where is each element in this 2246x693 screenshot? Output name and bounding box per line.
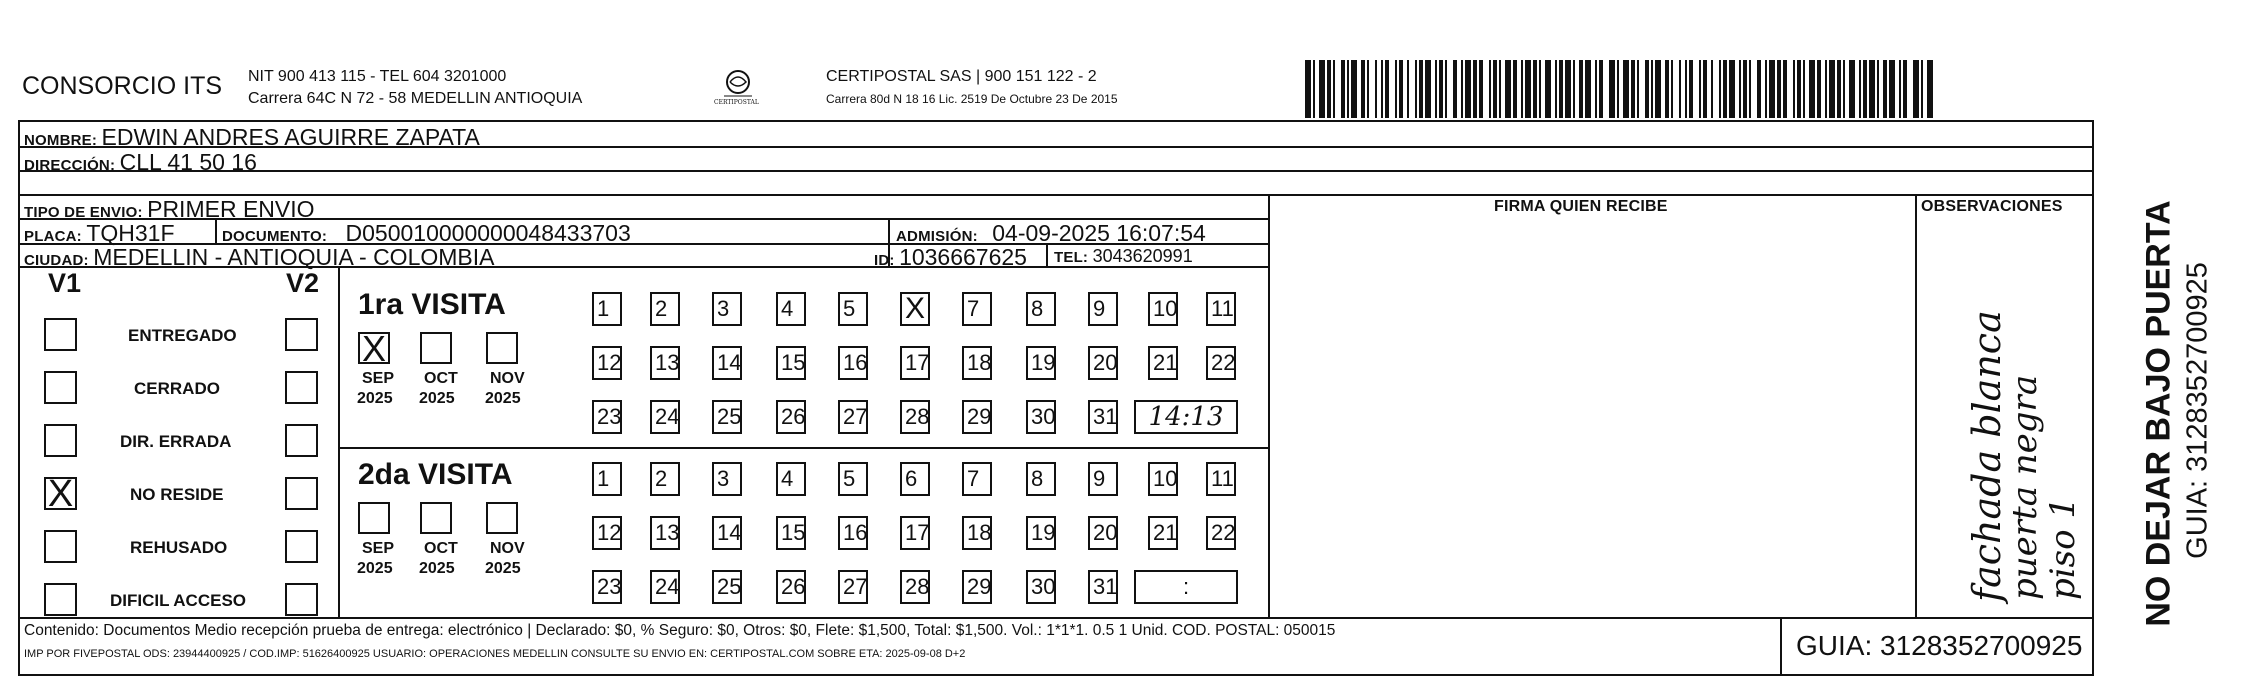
ciudad-value: MEDELLIN - ANTIOQUIA - COLOMBIA xyxy=(93,244,495,270)
first-month-label-2: NOV xyxy=(490,370,525,387)
second-day-13[interactable]: 13 xyxy=(650,516,680,550)
first-day-13[interactable]: 13 xyxy=(650,346,680,380)
barcode xyxy=(1305,60,1937,118)
second-day-24[interactable]: 24 xyxy=(650,570,680,604)
observaciones-handwritten xyxy=(1925,230,2085,610)
second-month-checkbox-2[interactable] xyxy=(486,502,518,534)
second-day-18[interactable]: 18 xyxy=(962,516,992,550)
second-day-25[interactable]: 25 xyxy=(712,570,742,604)
second-day-8[interactable]: 8 xyxy=(1026,462,1056,496)
second-day-26[interactable]: 26 xyxy=(776,570,806,604)
first-day-20[interactable]: 20 xyxy=(1088,346,1118,380)
first-time-box[interactable]: 14:13 xyxy=(1134,400,1238,434)
tipo-envio-label: TIPO DE ENVIO: xyxy=(24,204,143,221)
carrier-info-line1: CERTIPOSTAL SAS | 900 151 122 - 2 xyxy=(826,68,1097,85)
company-info-line1: NIT 900 413 115 - TEL 604 3201000 xyxy=(248,68,507,85)
direccion-value: CLL 41 50 16 xyxy=(119,149,257,175)
second-day-30[interactable]: 30 xyxy=(1026,570,1056,604)
second-month-label-0: SEP xyxy=(362,540,395,557)
first-year-label-2: 2025 xyxy=(485,390,521,407)
second-day-7[interactable]: 7 xyxy=(962,462,992,496)
second-day-11[interactable]: 11 xyxy=(1206,462,1236,496)
v2-checkbox-0[interactable] xyxy=(285,318,318,351)
second-day-21[interactable]: 21 xyxy=(1148,516,1178,550)
second-day-29[interactable]: 29 xyxy=(962,570,992,604)
first-year-label-1: 2025 xyxy=(419,390,455,407)
certipostal-logo xyxy=(706,68,770,114)
second-day-9[interactable]: 9 xyxy=(1088,462,1118,496)
second-year-label-0: 2025 xyxy=(357,560,393,577)
second-day-23[interactable]: 23 xyxy=(592,570,622,604)
first-month-checkbox-1[interactable] xyxy=(420,332,452,364)
second-day-14[interactable]: 14 xyxy=(712,516,742,550)
v2-checkbox-3[interactable] xyxy=(285,477,318,510)
observation-line-2: puerta negra xyxy=(2005,374,2045,600)
second-day-16[interactable]: 16 xyxy=(838,516,868,550)
admision-field xyxy=(896,220,1206,247)
company-info-line2: Carrera 64C N 72 - 58 MEDELLIN ANTIOQUIA xyxy=(248,90,583,107)
footer-details-line2: IMP POR FIVEPOSTAL ODS: 23944400925 / COD.IMP: 51626400925 USUARIO: OPERACIONES MEDELLIN CONSULTE SU ENVIO EN: CERTIPOSTAL.COM SOBRE ETA: 2025-09-08 D+2 xyxy=(24,648,966,660)
id-field xyxy=(874,244,1027,271)
first-year-label-0: 2025 xyxy=(357,390,393,407)
nombre-field xyxy=(24,124,480,151)
second-day-19[interactable]: 19 xyxy=(1026,516,1056,550)
first-month-checkbox-2[interactable] xyxy=(486,332,518,364)
firma-label: FIRMA QUIEN RECIBE xyxy=(1494,198,1668,215)
v2-header: V2 xyxy=(286,268,320,298)
first-day-31[interactable]: 31 xyxy=(1088,400,1118,434)
second-month-label-2: NOV xyxy=(490,540,525,557)
first-day-14[interactable]: 14 xyxy=(712,346,742,380)
observation-line-3: piso 1 xyxy=(2043,497,2083,600)
v2-checkbox-4[interactable] xyxy=(285,530,318,563)
tel-label: TEL: xyxy=(1054,249,1089,266)
first-day-10[interactable]: 10 xyxy=(1148,292,1178,326)
documento-field xyxy=(222,220,631,247)
second-visit-title: 2da VISITA xyxy=(358,458,513,491)
first-month-label-1: OCT xyxy=(424,370,458,387)
second-month-checkbox-0[interactable] xyxy=(358,502,390,534)
nombre-value: EDWIN ANDRES AGUIRRE ZAPATA xyxy=(101,124,480,150)
first-day-2[interactable]: 2 xyxy=(650,292,680,326)
ciudad-field xyxy=(24,244,495,271)
nombre-label: NOMBRE: xyxy=(24,132,98,149)
first-day-1[interactable]: 1 xyxy=(592,292,622,326)
first-day-28[interactable]: 28 xyxy=(900,400,930,434)
documento-value: D050010000000048433703 xyxy=(345,220,631,246)
id-label: ID: xyxy=(874,252,895,269)
status-reason-5: DIFICIL ACCESO xyxy=(110,591,247,610)
v2-checkbox-2[interactable] xyxy=(285,424,318,457)
second-day-22[interactable]: 22 xyxy=(1206,516,1236,550)
tipo-envio-value: PRIMER ENVIO xyxy=(147,196,315,222)
first-day-11[interactable]: 11 xyxy=(1206,292,1236,326)
footer-guia: GUIA: 3128352700925 xyxy=(1796,630,2083,661)
status-reason-4: REHUSADO xyxy=(130,538,228,557)
second-month-checkbox-1[interactable] xyxy=(420,502,452,534)
status-reason-3: NO RESIDE xyxy=(130,485,224,504)
tel-field xyxy=(1054,246,1193,267)
v1-header: V1 xyxy=(48,268,82,298)
logo-text: CERTIPOSTAL xyxy=(714,99,759,106)
footer-details-line1: Contenido: Documentos Medio recepción prueba de entrega: electrónico | Declarado: $0, % Seguro: $0, Otros: $0, Flete: $1,500, Total: $1,500. Vol.: 1*1*1. 0.5 1 Unid. COD. POSTAL: 050015 xyxy=(24,622,1336,639)
first-day-25[interactable]: 25 xyxy=(712,400,742,434)
tipo-envio-field xyxy=(24,196,315,223)
first-day-27[interactable]: 27 xyxy=(838,400,868,434)
second-month-label-1: OCT xyxy=(424,540,458,557)
second-day-31[interactable]: 31 xyxy=(1088,570,1118,604)
status-reason-2: DIR. ERRADA xyxy=(120,432,232,451)
second-day-12[interactable]: 12 xyxy=(592,516,622,550)
first-month-label-0: SEP xyxy=(362,370,395,387)
v2-checkbox-1[interactable] xyxy=(285,371,318,404)
observaciones-label: OBSERVACIONES xyxy=(1921,198,2063,215)
direccion-field xyxy=(24,149,257,176)
second-day-28[interactable]: 28 xyxy=(900,570,930,604)
tel-value: 3043620991 xyxy=(1092,246,1193,266)
second-day-2[interactable]: 2 xyxy=(650,462,680,496)
admision-value: 04-09-2025 16:07:54 xyxy=(992,220,1206,246)
v1-checkbox-1[interactable] xyxy=(44,371,77,404)
no-dejar-bajo-puerta-warning: NO DEJAR BAJO PUERTA xyxy=(2139,200,2178,627)
logo-emblem-icon xyxy=(706,68,770,114)
second-day-3[interactable]: 3 xyxy=(712,462,742,496)
id-value: 1036667625 xyxy=(899,244,1027,270)
first-day-23[interactable]: 23 xyxy=(592,400,622,434)
first-day-15[interactable]: 15 xyxy=(776,346,806,380)
first-day-9[interactable]: 9 xyxy=(1088,292,1118,326)
second-day-1[interactable]: 1 xyxy=(592,462,622,496)
carrier-info-line2: Carrera 80d N 18 16 Lic. 2519 De Octubre 23 De 2015 xyxy=(826,92,1118,106)
first-day-6[interactable]: X xyxy=(900,292,930,326)
company-name: CONSORCIO ITS xyxy=(22,72,223,100)
v1-checkbox-4[interactable] xyxy=(44,530,77,563)
v1-checkbox-5[interactable] xyxy=(44,583,77,616)
second-day-5[interactable]: 5 xyxy=(838,462,868,496)
second-day-27[interactable]: 27 xyxy=(838,570,868,604)
status-reason-0: ENTREGADO xyxy=(128,326,237,345)
first-day-8[interactable]: 8 xyxy=(1026,292,1056,326)
v1-checkbox-2[interactable] xyxy=(44,424,77,457)
second-day-6[interactable]: 6 xyxy=(900,462,930,496)
first-day-7[interactable]: 7 xyxy=(962,292,992,326)
first-day-17[interactable]: 17 xyxy=(900,346,930,380)
first-day-12[interactable]: 12 xyxy=(592,346,622,380)
first-day-16[interactable]: 16 xyxy=(838,346,868,380)
first-day-5[interactable]: 5 xyxy=(838,292,868,326)
first-day-29[interactable]: 29 xyxy=(962,400,992,434)
placa-field xyxy=(24,220,175,247)
first-day-30[interactable]: 30 xyxy=(1026,400,1056,434)
first-visit-title: 1ra VISITA xyxy=(358,288,506,321)
second-time-box[interactable]: : xyxy=(1134,570,1238,604)
status-reason-1: CERRADO xyxy=(134,379,220,398)
documento-label: DOCUMENTO: xyxy=(222,228,328,245)
ciudad-label: CIUDAD: xyxy=(24,252,89,269)
second-day-15[interactable]: 15 xyxy=(776,516,806,550)
v2-checkbox-5[interactable] xyxy=(285,583,318,616)
second-year-label-2: 2025 xyxy=(485,560,521,577)
second-day-20[interactable]: 20 xyxy=(1088,516,1118,550)
observation-line-1: fachada blanca xyxy=(1965,310,2009,602)
second-year-label-1: 2025 xyxy=(419,560,455,577)
placa-value: TQH31F xyxy=(86,220,175,246)
first-day-24[interactable]: 24 xyxy=(650,400,680,434)
v1-checkbox-0[interactable] xyxy=(44,318,77,351)
second-day-10[interactable]: 10 xyxy=(1148,462,1178,496)
v1-checkbox-3[interactable]: X xyxy=(44,477,77,510)
first-month-checkbox-0[interactable]: X xyxy=(358,332,390,364)
first-day-26[interactable]: 26 xyxy=(776,400,806,434)
placa-label: PLACA: xyxy=(24,228,82,245)
admision-label: ADMISIÓN: xyxy=(896,228,978,245)
second-day-4[interactable]: 4 xyxy=(776,462,806,496)
first-day-19[interactable]: 19 xyxy=(1026,346,1056,380)
side-guia: GUIA: 3128352700925 xyxy=(2181,262,2214,559)
first-day-3[interactable]: 3 xyxy=(712,292,742,326)
direccion-label: DIRECCIÓN: xyxy=(24,157,116,174)
second-day-17[interactable]: 17 xyxy=(900,516,930,550)
first-day-4[interactable]: 4 xyxy=(776,292,806,326)
first-day-22[interactable]: 22 xyxy=(1206,346,1236,380)
first-day-21[interactable]: 21 xyxy=(1148,346,1178,380)
first-day-18[interactable]: 18 xyxy=(962,346,992,380)
